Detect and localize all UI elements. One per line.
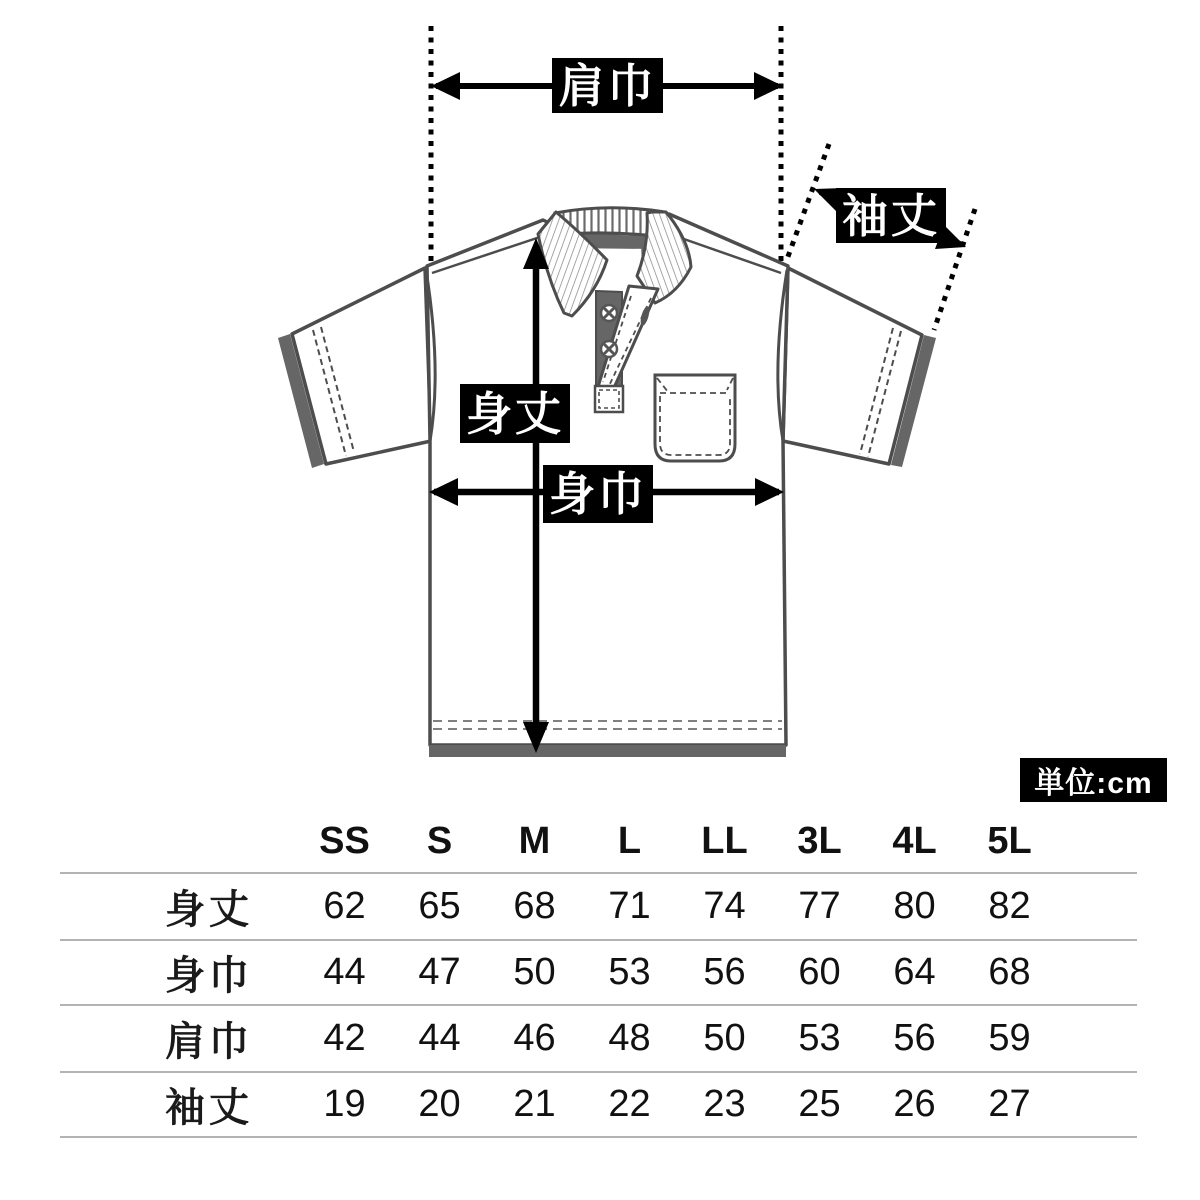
- value-cell: 27: [962, 1072, 1057, 1137]
- value-cell: 65: [392, 873, 487, 940]
- left-sleeve: [278, 268, 431, 468]
- filler-cell: [1057, 940, 1137, 1005]
- size-header-l: L: [582, 810, 677, 873]
- value-cell: 19: [297, 1072, 392, 1137]
- value-cell: 26: [867, 1072, 962, 1137]
- size-table: [60, 810, 1137, 1138]
- value-cell: 62: [297, 873, 392, 940]
- value-cell: 20: [392, 1072, 487, 1137]
- filler-cell: [1057, 1072, 1137, 1137]
- body-width-label: 身巾: [543, 465, 653, 523]
- row-label: 袖丈: [60, 1072, 297, 1137]
- value-cell: 22: [582, 1072, 677, 1137]
- filler-cell: [1057, 1005, 1137, 1072]
- size-header-ss: SS: [297, 810, 392, 873]
- value-cell: 48: [582, 1005, 677, 1072]
- table-row-body-length: [60, 873, 1137, 940]
- value-cell: 50: [677, 1005, 772, 1072]
- value-cell: 44: [392, 1005, 487, 1072]
- size-header-row: [60, 810, 1137, 873]
- value-cell: 68: [487, 873, 582, 940]
- value-cell: 60: [772, 940, 867, 1005]
- value-cell: 71: [582, 873, 677, 940]
- value-cell: 82: [962, 873, 1057, 940]
- right-sleeve: [783, 268, 936, 467]
- value-cell: 21: [487, 1072, 582, 1137]
- size-header-5l: 5L: [962, 810, 1057, 873]
- value-cell: 47: [392, 940, 487, 1005]
- sleeve-length-label: 袖丈: [836, 188, 946, 243]
- table-row-sleeve-length: [60, 1072, 1137, 1137]
- size-header-m: M: [487, 810, 582, 873]
- row-label: 肩巾: [60, 1005, 297, 1072]
- button-top: [601, 305, 617, 321]
- value-cell: 77: [772, 873, 867, 940]
- value-cell: 80: [867, 873, 962, 940]
- placket-bottom-box: [595, 386, 623, 412]
- filler-cell: [1057, 810, 1137, 873]
- row-label: 身丈: [60, 873, 297, 940]
- value-cell: 64: [867, 940, 962, 1005]
- value-cell: 56: [677, 940, 772, 1005]
- value-cell: 46: [487, 1005, 582, 1072]
- value-cell: 59: [962, 1005, 1057, 1072]
- button-bottom: [601, 341, 617, 357]
- table-row-body-width: [60, 940, 1137, 1005]
- shoulder-width-label: 肩巾: [552, 58, 663, 113]
- value-cell: 25: [772, 1072, 867, 1137]
- value-cell: 53: [582, 940, 677, 1005]
- value-cell: 74: [677, 873, 772, 940]
- corner-cell: [60, 810, 297, 873]
- hem-band: [429, 745, 786, 757]
- unit-label: 単位:cm: [1020, 758, 1167, 802]
- size-header-ll: LL: [677, 810, 772, 873]
- table-row-shoulder-width: [60, 1005, 1137, 1072]
- body-length-label: 身丈: [460, 384, 570, 443]
- value-cell: 23: [677, 1072, 772, 1137]
- size-header-4l: 4L: [867, 810, 962, 873]
- value-cell: 50: [487, 940, 582, 1005]
- value-cell: 44: [297, 940, 392, 1005]
- value-cell: 68: [962, 940, 1057, 1005]
- row-label: 身巾: [60, 940, 297, 1005]
- value-cell: 42: [297, 1005, 392, 1072]
- value-cell: 56: [867, 1005, 962, 1072]
- chest-pocket: [655, 375, 735, 461]
- value-cell: 53: [772, 1005, 867, 1072]
- filler-cell: [1057, 873, 1137, 940]
- size-header-3l: 3L: [772, 810, 867, 873]
- size-header-s: S: [392, 810, 487, 873]
